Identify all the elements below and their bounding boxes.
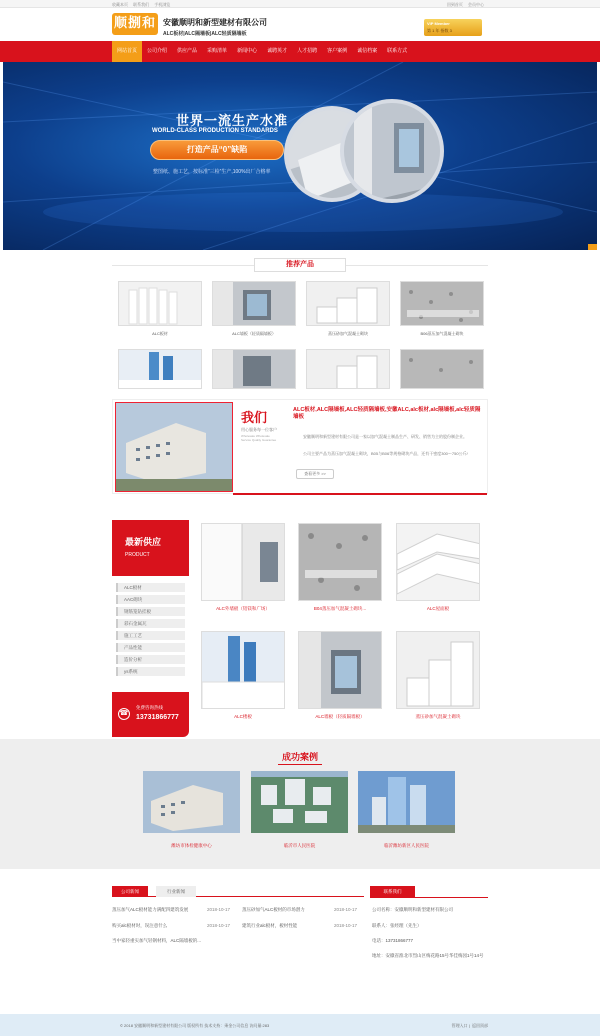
nav-credit[interactable]: 诚信档案 bbox=[357, 48, 378, 54]
supply-menu-item[interactable]: 彩石金属瓦 bbox=[116, 619, 185, 628]
nav-about[interactable]: 公司介绍 bbox=[147, 48, 168, 54]
about-building-photo bbox=[115, 402, 233, 492]
footer bbox=[0, 1014, 600, 1036]
about-divider bbox=[233, 493, 487, 495]
hotline-number[interactable]: 13731866777 bbox=[136, 714, 179, 721]
about-slogan-en: Wholesale Wholesale Service Quality Guarantee bbox=[241, 434, 277, 442]
nav-contact[interactable]: 联系方式 bbox=[387, 48, 408, 54]
footer-copyright: © 2018 安徽顺明和新型建材有限公司 版权所有 技术支持：乘金公司信息 访问量:283 bbox=[120, 1023, 270, 1028]
recommend-title: 推荐产品 bbox=[254, 258, 346, 272]
main-nav bbox=[0, 41, 600, 62]
phone-icon: ☎ bbox=[118, 708, 130, 720]
company-name: 安徽顺明和新型建材有限公司 bbox=[163, 18, 267, 27]
nav-products[interactable]: 供应产品 bbox=[177, 48, 198, 54]
supply-menu-item[interactable]: 钢筋笼钻挂板 bbox=[116, 607, 185, 616]
supply-menu-item[interactable]: 造价分析 bbox=[116, 655, 185, 664]
case-caption[interactable]: 临沂潍坊新区人民医院 bbox=[384, 843, 429, 848]
contact-tab[interactable]: 联系我们 bbox=[370, 886, 415, 897]
supply-card[interactable] bbox=[201, 631, 285, 720]
product-caption[interactable]: 蒸压砂加气混凝土砌块 bbox=[328, 331, 368, 336]
supply-card[interactable] bbox=[298, 631, 382, 720]
supply-title: 最新供应 bbox=[125, 537, 162, 547]
news-tabs bbox=[112, 886, 364, 897]
nav-jobs[interactable]: 人才招聘 bbox=[297, 48, 318, 54]
case-card[interactable] bbox=[358, 771, 455, 849]
about-more-button[interactable]: 查看更多 >> bbox=[296, 469, 334, 479]
vip-badge bbox=[424, 19, 482, 36]
news-title[interactable]: 蒸压加气ALC板材能力满配四建筑发展 bbox=[112, 907, 189, 912]
supply-caption[interactable]: 蒸压砂加气混凝土砌块 bbox=[415, 714, 461, 719]
about-title[interactable]: ALC板材,ALC隔墙板,ALC轻质隔墙板,安徽ALC,alc板材,alc隔墙板,alc轻质隔墙板 bbox=[293, 407, 481, 420]
supply-menu-item[interactable]: ys系统 bbox=[116, 667, 185, 676]
hotline-label: 免费咨询热线 bbox=[136, 705, 163, 710]
news-row bbox=[112, 923, 364, 929]
tab-company-news[interactable]: 公司新闻 bbox=[112, 886, 148, 897]
banner-subtitle: WORLD-CLASS PRODUCTION STANDARDS bbox=[152, 128, 278, 134]
product-card[interactable] bbox=[212, 281, 296, 337]
news-title[interactable]: 当中家轻重实加气轻钢材料，ALC隔墙板的... bbox=[112, 938, 202, 943]
banner-button[interactable]: 打造产品“0”缺陷 bbox=[150, 140, 284, 160]
supply-title-en: PRODUCT bbox=[125, 552, 150, 558]
cases-title: 成功案例 bbox=[281, 752, 318, 762]
nav-talent[interactable]: 诚聘英才 bbox=[267, 48, 288, 54]
about-slogan: 用心服务每一位客户 bbox=[241, 427, 277, 432]
nav-purchase[interactable]: 采购清单 bbox=[207, 48, 228, 54]
company-subtitle: ALC板材|ALC隔墙板|ALC轻质隔墙板 bbox=[163, 31, 247, 37]
supply-menu-item[interactable]: 施工工艺 bbox=[116, 631, 185, 640]
contact-company: 公司名称：安徽顺明和新型建材有限公司 bbox=[372, 907, 453, 912]
news-date: 2018-10-17 bbox=[334, 923, 358, 928]
supply-card[interactable] bbox=[201, 523, 285, 612]
hero-banner[interactable] bbox=[3, 62, 597, 250]
supply-caption[interactable]: ALC楼板 bbox=[234, 714, 252, 719]
nav-home[interactable]: 网站首页 bbox=[112, 41, 142, 62]
product-caption[interactable]: ALC板材 bbox=[152, 331, 168, 336]
case-card[interactable] bbox=[251, 771, 348, 849]
supply-menu bbox=[112, 580, 189, 678]
product-card[interactable] bbox=[306, 349, 390, 389]
footer-links: 管理入口 | 返回顶部 bbox=[451, 1023, 488, 1028]
about-section bbox=[112, 399, 488, 494]
about-heading: 我们 bbox=[241, 410, 268, 425]
news-title[interactable]: 蒸压砂加气ALC板材的市场潜力 bbox=[242, 907, 305, 912]
news-date: 2018-10-17 bbox=[207, 923, 231, 928]
hotline-box bbox=[112, 692, 189, 737]
supply-card[interactable] bbox=[396, 631, 480, 720]
bookmark-link[interactable]: 收藏本页 bbox=[112, 2, 128, 7]
product-caption[interactable]: ALC墙板（轻质隔墙板） bbox=[232, 331, 276, 336]
product-card[interactable] bbox=[212, 349, 296, 389]
contact-person: 联系人：张经理（先生） bbox=[372, 923, 422, 928]
news-row bbox=[112, 938, 364, 944]
member-link[interactable]: 会员中心 bbox=[468, 2, 484, 7]
case-caption[interactable]: 临沂市人民医院 bbox=[283, 843, 316, 848]
product-caption[interactable]: B06蒸压加气混凝土砌块 bbox=[420, 331, 464, 336]
product-card[interactable] bbox=[306, 281, 390, 337]
about-paragraph: 公司主要产品为蒸压加气混凝土砌块，B05与B06等规格砌块产品，还有干密度300～750公斤/ bbox=[303, 451, 468, 456]
logo[interactable]: 顺捌和 bbox=[112, 13, 158, 35]
contact-address: 地址：安徽省淮北市烈山区梅花路15号华佳梅园1号14号 bbox=[372, 953, 484, 958]
nav-news[interactable]: 新闻中心 bbox=[237, 48, 258, 54]
news-date: 2018-10-17 bbox=[207, 907, 231, 912]
supply-caption[interactable]: ALC墙板（轻质隔墙板） bbox=[315, 714, 365, 719]
product-card[interactable] bbox=[400, 349, 484, 389]
supply-menu-item[interactable]: 产品性能 bbox=[116, 643, 185, 652]
supply-card[interactable] bbox=[396, 523, 480, 612]
contact-link[interactable]: 联系我们 bbox=[133, 2, 150, 7]
supply-caption[interactable]: ALC屋面板 bbox=[426, 606, 450, 611]
banner-title: 世界一流生产水准 bbox=[176, 113, 289, 128]
product-card[interactable] bbox=[118, 349, 202, 389]
about-paragraph: 安徽顺明和新型建材有限公司是一家以加气混凝土制品生产、研发、销售为主的股份制企业。 bbox=[303, 434, 467, 439]
supply-header bbox=[112, 520, 189, 576]
header bbox=[0, 8, 600, 40]
product-card[interactable] bbox=[118, 281, 202, 337]
case-card[interactable] bbox=[143, 771, 240, 849]
mobile-link[interactable]: 手机浏览 bbox=[154, 2, 171, 7]
cases-title-underline bbox=[278, 764, 322, 765]
nav-cases[interactable]: 客户案例 bbox=[327, 48, 348, 54]
supply-menu-item[interactable]: AAC砌块 bbox=[116, 595, 185, 604]
home-link[interactable]: 回到首页 bbox=[446, 2, 463, 7]
contact-phone: 电话：13731866777 bbox=[372, 938, 414, 943]
banner-corner-tab[interactable] bbox=[588, 244, 597, 250]
cases-section bbox=[0, 739, 600, 869]
back-to-top-link[interactable]: 返回顶部 bbox=[472, 1023, 488, 1028]
supply-caption[interactable]: B04蒸压加气混凝土砌块... bbox=[313, 606, 367, 611]
supply-caption[interactable]: ALC外墙板（铝镁和广场） bbox=[216, 606, 270, 611]
banner-photo-interior bbox=[340, 99, 444, 203]
banner-desc: 整图纸、施工艺，按标准“三检”生产,100%出厂合格率 bbox=[153, 169, 271, 175]
case-caption[interactable]: 潍坊市体检健康中心 bbox=[171, 843, 212, 848]
vip-level: 第 1 年 指数 3 bbox=[427, 28, 452, 33]
recommend-title-bar bbox=[112, 258, 488, 272]
vip-label: VIP Member bbox=[427, 21, 450, 26]
news-row bbox=[112, 907, 364, 913]
supply-menu-item[interactable]: ALC板材 bbox=[116, 583, 185, 592]
news-title[interactable]: 购买alc板材时，误注意什么 bbox=[112, 923, 168, 928]
news-title[interactable]: 建筑行业alc板材，板材性能 bbox=[242, 923, 298, 928]
admin-link[interactable]: 管理入口 bbox=[451, 1023, 468, 1028]
supply-card[interactable] bbox=[298, 523, 382, 612]
news-date: 2018-10-17 bbox=[334, 907, 358, 912]
product-card[interactable] bbox=[400, 281, 484, 337]
top-bar bbox=[0, 0, 600, 8]
tab-industry-news[interactable]: 行业新闻 bbox=[156, 886, 196, 897]
